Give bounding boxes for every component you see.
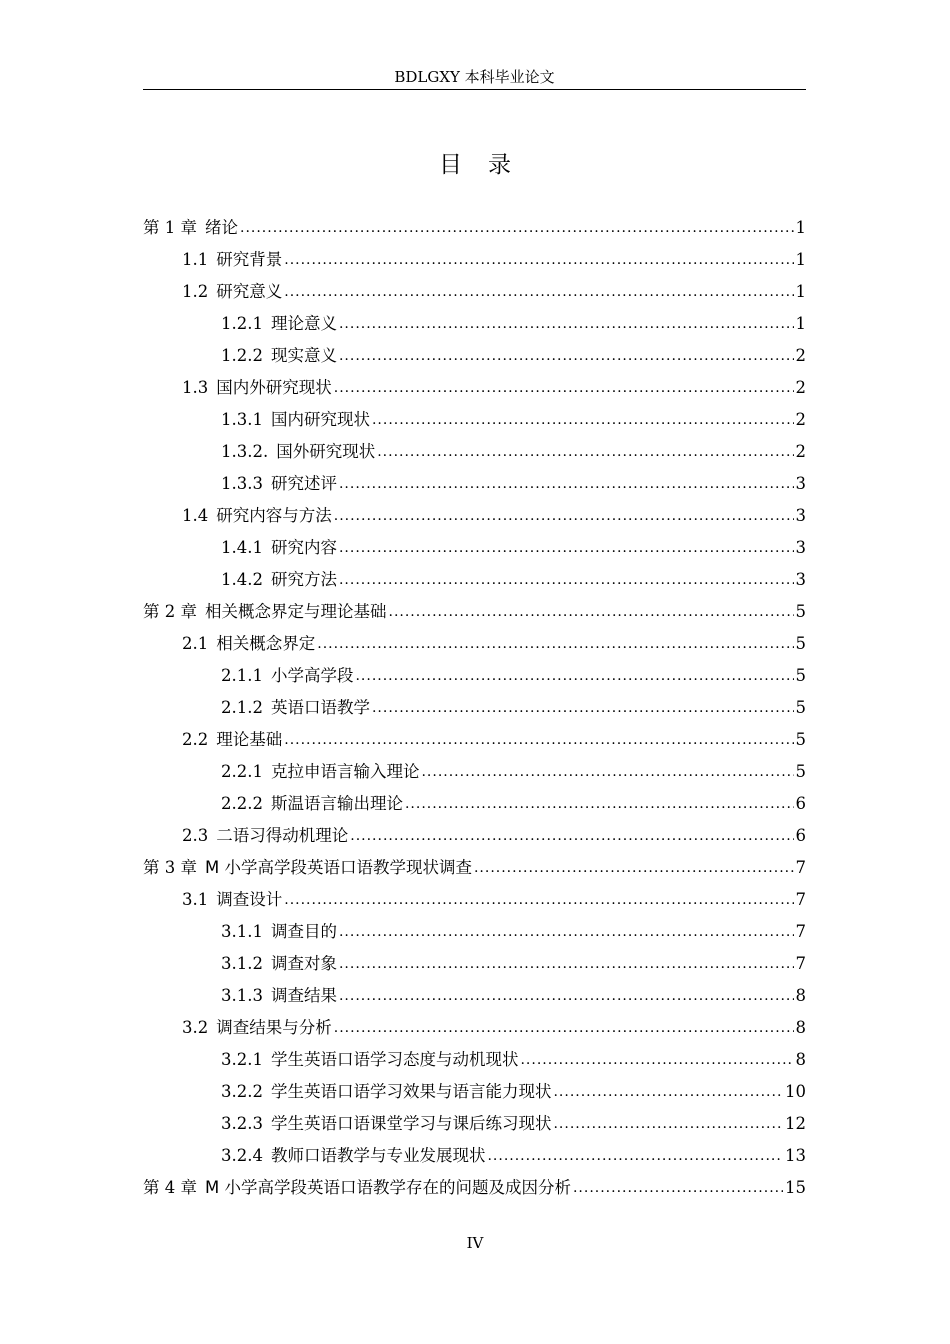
toc-entry[interactable]: [143, 1140, 806, 1172]
toc-entry-title: 调查目的: [270, 922, 337, 941]
toc-entry-number: 3.2: [182, 1018, 209, 1037]
toc-entry-page: 5: [795, 634, 806, 653]
toc-entry[interactable]: [143, 724, 806, 756]
toc-entry[interactable]: [143, 1076, 806, 1108]
toc-entry-page: 7: [795, 954, 806, 973]
page-number: IV: [466, 1234, 484, 1252]
toc-entry-number: 2.1.2: [221, 698, 263, 717]
toc-entry-number: 3.2.3: [221, 1114, 263, 1133]
toc-entry-page: 10: [785, 1082, 806, 1101]
toc-entry[interactable]: [143, 596, 806, 628]
toc-entry[interactable]: [143, 884, 806, 916]
toc-entry-title: 学生英语口语课堂学习与课后练习现状: [270, 1114, 552, 1133]
toc-entry-page: 1: [795, 218, 806, 237]
toc-entry-number: 3.2.4: [221, 1146, 263, 1165]
toc-leader-dots: [573, 1178, 783, 1198]
toc-entry[interactable]: [143, 564, 806, 596]
toc-entry-number: 1.3.1: [221, 410, 263, 429]
toc-entry[interactable]: [143, 436, 806, 468]
toc-entry-page: 1: [795, 314, 806, 333]
toc-entry-page: 8: [795, 1018, 806, 1037]
toc-entry-number: 1.2.1: [221, 314, 263, 333]
toc-entry-page: 7: [795, 890, 806, 909]
toc-entry-number: 第 2 章: [143, 602, 197, 621]
toc-leader-dots: [339, 538, 794, 558]
toc-entry-title: 教师口语教学与专业发展现状: [270, 1146, 486, 1165]
toc-entry-page: 5: [795, 666, 806, 685]
toc-entry[interactable]: [143, 916, 806, 948]
toc-entry[interactable]: [143, 212, 806, 244]
toc-entry[interactable]: [143, 692, 806, 724]
toc-entry-page: 8: [795, 1050, 806, 1069]
toc-entry-page: 6: [795, 826, 806, 845]
toc-entry-number: 1.4: [182, 506, 209, 525]
toc-entry[interactable]: [143, 404, 806, 436]
toc-leader-dots: [487, 1146, 783, 1166]
toc-entry-page: 3: [795, 538, 806, 557]
toc-entry-number: 1.3.3: [221, 474, 263, 493]
toc-entry-page: 5: [795, 698, 806, 717]
toc-leader-dots: [474, 858, 794, 878]
table-of-contents: [143, 212, 806, 1204]
toc-leader-dots: [284, 730, 793, 750]
toc-entry-number: 1.4.1: [221, 538, 263, 557]
toc-entry-title: 研究方法: [270, 570, 337, 589]
toc-leader-dots: [520, 1050, 793, 1070]
toc-entry-title: 斯温语言输出理论: [270, 794, 403, 813]
toc-leader-dots: [339, 570, 794, 590]
toc-entry-page: 15: [785, 1178, 806, 1197]
toc-entry-title: 国内研究现状: [270, 410, 370, 429]
toc-entry-title: 调查对象: [270, 954, 337, 973]
toc-entry-page: 2: [795, 378, 806, 397]
toc-entry-title: 研究背景: [216, 250, 283, 269]
toc-leader-dots: [377, 442, 793, 462]
toc-entry-title: 学生英语口语学习效果与语言能力现状: [270, 1082, 552, 1101]
toc-entry-title: 英语口语教学: [270, 698, 370, 717]
toc-entry-title: 绪论: [205, 218, 238, 237]
toc-leader-dots: [284, 890, 793, 910]
toc-entry-page: 1: [795, 250, 806, 269]
toc-entry-number: 1.4.2: [221, 570, 263, 589]
toc-entry-page: 3: [795, 570, 806, 589]
toc-leader-dots: [339, 954, 794, 974]
toc-entry[interactable]: [143, 308, 806, 340]
toc-entry-title: 研究述评: [270, 474, 337, 493]
toc-entry-title: 调查设计: [216, 890, 283, 909]
toc-entry-number: 1.3: [182, 378, 209, 397]
toc-entry-page: 5: [795, 730, 806, 749]
toc-leader-dots: [372, 698, 794, 718]
toc-entry-number: 3.2.2: [221, 1082, 263, 1101]
toc-leader-dots: [284, 250, 793, 270]
toc-entry-number: 2.1.1: [221, 666, 263, 685]
toc-entry[interactable]: [143, 948, 806, 980]
toc-entry-title: M 小学高学段英语口语教学存在的问题及成因分析: [205, 1178, 571, 1197]
toc-leader-dots: [553, 1082, 783, 1102]
toc-entry-number: 3.2.1: [221, 1050, 263, 1069]
toc-entry-page: 13: [785, 1146, 806, 1165]
toc-leader-dots: [317, 634, 793, 654]
toc-entry[interactable]: [143, 244, 806, 276]
toc-entry-title: 相关概念界定: [216, 634, 316, 653]
toc-entry[interactable]: [143, 1172, 806, 1204]
toc-leader-dots: [405, 794, 794, 814]
toc-leader-dots: [355, 666, 793, 686]
toc-entry[interactable]: [143, 820, 806, 852]
toc-leader-dots: [339, 314, 794, 334]
toc-leader-dots: [339, 922, 794, 942]
toc-entry-title: 小学高学段: [270, 666, 354, 685]
toc-entry-number: 2.2: [182, 730, 209, 749]
page-header: BDLGXY 本科毕业论文: [143, 66, 806, 90]
toc-entry-number: 1.3.2.: [221, 442, 269, 461]
toc-entry-number: 2.1: [182, 634, 209, 653]
toc-entry-title: 学生英语口语学习态度与动机现状: [270, 1050, 519, 1069]
toc-entry[interactable]: [143, 372, 806, 404]
toc-entry-number: 2.2.1: [221, 762, 263, 781]
toc-entry[interactable]: [143, 628, 806, 660]
toc-entry-title: 研究内容与方法: [216, 506, 332, 525]
toc-leader-dots: [339, 986, 794, 1006]
toc-leader-dots: [334, 378, 794, 398]
toc-entry-title: 克拉申语言输入理论: [270, 762, 420, 781]
toc-entry-title: 理论基础: [216, 730, 283, 749]
toc-entry-page: 2: [795, 410, 806, 429]
toc-entry[interactable]: [143, 468, 806, 500]
toc-entry-number: 3.1.2: [221, 954, 263, 973]
toc-entry-title: 相关概念界定与理论基础: [205, 602, 387, 621]
toc-leader-dots: [553, 1114, 783, 1134]
toc-entry-title: 国内外研究现状: [216, 378, 332, 397]
toc-entry-number: 第 3 章: [143, 858, 197, 877]
toc-entry-number: 3.1.1: [221, 922, 263, 941]
toc-entry-number: 1.2.2: [221, 346, 263, 365]
toc-entry-title: 理论意义: [270, 314, 337, 333]
toc-entry-page: 3: [795, 474, 806, 493]
toc-entry-number: 3.1: [182, 890, 209, 909]
toc-entry-number: 1.1: [182, 250, 209, 269]
toc-entry-page: 8: [795, 986, 806, 1005]
toc-entry-page: 7: [795, 922, 806, 941]
toc-leader-dots: [421, 762, 793, 782]
toc-entry-title: 国外研究现状: [276, 442, 376, 461]
toc-leader-dots: [389, 602, 794, 622]
toc-entry-page: 12: [785, 1114, 806, 1133]
toc-leader-dots: [240, 218, 794, 238]
toc-entry-title: M 小学高学段英语口语教学现状调查: [205, 858, 472, 877]
toc-entry[interactable]: [143, 276, 806, 308]
toc-entry[interactable]: [143, 756, 806, 788]
toc-entry[interactable]: [143, 1012, 806, 1044]
toc-leader-dots: [339, 474, 794, 494]
toc-entry-title: 调查结果与分析: [216, 1018, 332, 1037]
toc-entry[interactable]: [143, 532, 806, 564]
toc-entry[interactable]: [143, 340, 806, 372]
toc-entry-number: 1.2: [182, 282, 209, 301]
toc-entry[interactable]: [143, 500, 806, 532]
toc-entry-page: 3: [795, 506, 806, 525]
toc-entry[interactable]: [143, 980, 806, 1012]
toc-leader-dots: [334, 506, 794, 526]
toc-entry-page: 6: [795, 794, 806, 813]
toc-entry[interactable]: [143, 1044, 806, 1076]
toc-entry[interactable]: [143, 1108, 806, 1140]
toc-entry-number: 3.1.3: [221, 986, 263, 1005]
toc-entry-page: 5: [795, 602, 806, 621]
toc-entry-title: 现实意义: [270, 346, 337, 365]
toc-entry-number: 第 4 章: [143, 1178, 197, 1197]
toc-leader-dots: [284, 282, 793, 302]
toc-entry[interactable]: [143, 852, 806, 884]
toc-entry[interactable]: [143, 788, 806, 820]
toc-entry[interactable]: [143, 660, 806, 692]
toc-entry-title: 研究意义: [216, 282, 283, 301]
toc-entry-page: 1: [795, 282, 806, 301]
toc-entry-title: 二语习得动机理论: [216, 826, 349, 845]
toc-entry-number: 2.2.2: [221, 794, 263, 813]
toc-leader-dots: [334, 1018, 794, 1038]
toc-leader-dots: [372, 410, 794, 430]
toc-entry-page: 5: [795, 762, 806, 781]
toc-leader-dots: [339, 346, 794, 366]
toc-entry-number: 2.3: [182, 826, 209, 845]
toc-entry-title: 调查结果: [270, 986, 337, 1005]
toc-entry-page: 2: [795, 346, 806, 365]
toc-leader-dots: [350, 826, 793, 846]
toc-entry-number: 第 1 章: [143, 218, 197, 237]
toc-entry-page: 7: [795, 858, 806, 877]
toc-title: 目录: [439, 152, 537, 178]
toc-entry-title: 研究内容: [270, 538, 337, 557]
toc-entry-page: 2: [795, 442, 806, 461]
